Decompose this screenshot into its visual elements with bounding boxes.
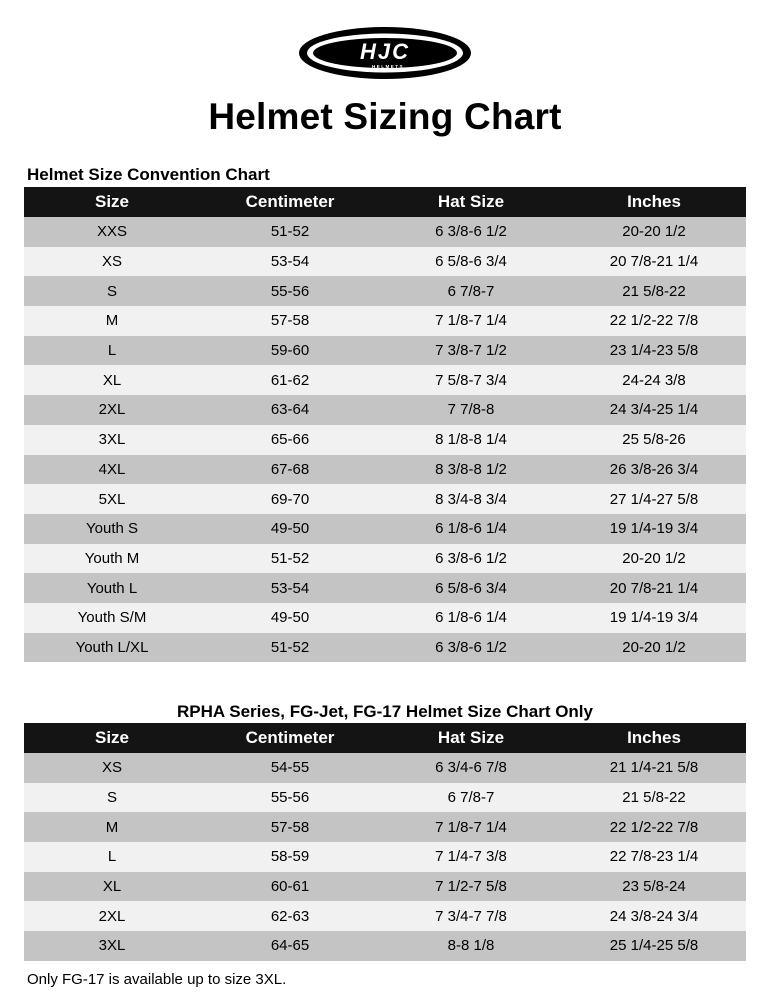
cell-hat-size: 8 3/8-8 1/2 <box>380 455 562 485</box>
cell-centimeter: 55-56 <box>200 783 380 813</box>
cell-centimeter: 65-66 <box>200 425 380 455</box>
cell-size: 3XL <box>24 931 200 961</box>
cell-centimeter: 51-52 <box>200 633 380 663</box>
cell-centimeter: 62-63 <box>200 901 380 931</box>
cell-centimeter: 61-62 <box>200 365 380 395</box>
column-header-inches: Inches <box>562 723 746 753</box>
cell-hat-size: 6 7/8-7 <box>380 783 562 813</box>
table-row <box>24 395 746 425</box>
cell-inches: 25 1/4-25 5/8 <box>562 931 746 961</box>
cell-size: XS <box>24 753 200 783</box>
cell-size: 2XL <box>24 901 200 931</box>
cell-hat-size: 7 3/4-7 7/8 <box>380 901 562 931</box>
table-row <box>24 484 746 514</box>
cell-centimeter: 60-61 <box>200 872 380 902</box>
cell-centimeter: 69-70 <box>200 484 380 514</box>
column-header-centimeter: Centimeter <box>200 723 380 753</box>
table-row <box>24 306 746 336</box>
cell-inches: 20-20 1/2 <box>562 544 746 574</box>
cell-size: M <box>24 812 200 842</box>
table-row <box>24 573 746 603</box>
column-header-size: Size <box>24 187 200 217</box>
brand-logo <box>0 24 770 82</box>
cell-size: 5XL <box>24 484 200 514</box>
cell-hat-size: 6 1/8-6 1/4 <box>380 603 562 633</box>
cell-centimeter: 59-60 <box>200 336 380 366</box>
table-row <box>24 425 746 455</box>
cell-centimeter: 64-65 <box>200 931 380 961</box>
cell-hat-size: 6 3/8-6 1/2 <box>380 544 562 574</box>
hjc-logo-icon <box>295 24 475 82</box>
cell-hat-size: 8 1/8-8 1/4 <box>380 425 562 455</box>
cell-centimeter: 53-54 <box>200 247 380 277</box>
cell-centimeter: 67-68 <box>200 455 380 485</box>
cell-inches: 20 7/8-21 1/4 <box>562 247 746 277</box>
cell-size: Youth M <box>24 544 200 574</box>
table-row <box>24 633 746 663</box>
cell-size: XXS <box>24 217 200 247</box>
cell-hat-size: 6 1/8-6 1/4 <box>380 514 562 544</box>
cell-inches: 20-20 1/2 <box>562 633 746 663</box>
table-row <box>24 455 746 485</box>
cell-inches: 23 1/4-23 5/8 <box>562 336 746 366</box>
table-header-row <box>24 723 746 753</box>
table-row <box>24 247 746 277</box>
column-header-hat-size: Hat Size <box>380 723 562 753</box>
cell-inches: 20-20 1/2 <box>562 217 746 247</box>
cell-size: XL <box>24 365 200 395</box>
cell-size: 3XL <box>24 425 200 455</box>
cell-size: Youth L <box>24 573 200 603</box>
logo-subtext: HELMETS <box>371 64 405 69</box>
column-header-hat-size: Hat Size <box>380 187 562 217</box>
cell-centimeter: 57-58 <box>200 812 380 842</box>
cell-size: Youth S <box>24 514 200 544</box>
cell-hat-size: 8 3/4-8 3/4 <box>380 484 562 514</box>
table-row <box>24 812 746 842</box>
cell-inches: 26 3/8-26 3/4 <box>562 455 746 485</box>
cell-size: L <box>24 336 200 366</box>
cell-centimeter: 58-59 <box>200 842 380 872</box>
cell-hat-size: 7 5/8-7 3/4 <box>380 365 562 395</box>
cell-centimeter: 49-50 <box>200 603 380 633</box>
cell-inches: 22 1/2-22 7/8 <box>562 306 746 336</box>
table-row <box>24 842 746 872</box>
table-row <box>24 336 746 366</box>
table-row <box>24 872 746 902</box>
table-row <box>24 544 746 574</box>
cell-inches: 21 5/8-22 <box>562 276 746 306</box>
cell-size: 2XL <box>24 395 200 425</box>
table-row <box>24 901 746 931</box>
logo-text: HJC <box>359 39 411 64</box>
column-header-inches: Inches <box>562 187 746 217</box>
size-convention-table <box>24 187 746 662</box>
cell-size: 4XL <box>24 455 200 485</box>
cell-inches: 19 1/4-19 3/4 <box>562 514 746 544</box>
cell-inches: 20 7/8-21 1/4 <box>562 573 746 603</box>
cell-hat-size: 7 3/8-7 1/2 <box>380 336 562 366</box>
table-row <box>24 365 746 395</box>
cell-centimeter: 63-64 <box>200 395 380 425</box>
table-header-row <box>24 187 746 217</box>
table-row <box>24 603 746 633</box>
table-row <box>24 753 746 783</box>
cell-hat-size: 6 5/8-6 3/4 <box>380 573 562 603</box>
column-header-centimeter: Centimeter <box>200 187 380 217</box>
rpha-size-table <box>24 723 746 961</box>
cell-inches: 27 1/4-27 5/8 <box>562 484 746 514</box>
cell-size: Youth S/M <box>24 603 200 633</box>
table-2-body <box>24 753 746 961</box>
cell-centimeter: 55-56 <box>200 276 380 306</box>
cell-hat-size: 6 7/8-7 <box>380 276 562 306</box>
cell-hat-size: 7 1/8-7 1/4 <box>380 306 562 336</box>
cell-hat-size: 6 5/8-6 3/4 <box>380 247 562 277</box>
cell-size: L <box>24 842 200 872</box>
cell-inches: 22 1/2-22 7/8 <box>562 812 746 842</box>
cell-inches: 22 7/8-23 1/4 <box>562 842 746 872</box>
cell-inches: 23 5/8-24 <box>562 872 746 902</box>
cell-inches: 21 5/8-22 <box>562 783 746 813</box>
table-row <box>24 931 746 961</box>
footnote: Only FG-17 is available up to size 3XL. <box>27 971 287 988</box>
cell-hat-size: 7 1/8-7 1/4 <box>380 812 562 842</box>
cell-size: S <box>24 783 200 813</box>
cell-hat-size: 7 1/4-7 3/8 <box>380 842 562 872</box>
cell-centimeter: 54-55 <box>200 753 380 783</box>
table-row <box>24 783 746 813</box>
cell-size: S <box>24 276 200 306</box>
table-1-body <box>24 217 746 662</box>
cell-hat-size: 6 3/8-6 1/2 <box>380 217 562 247</box>
table-2-title: RPHA Series, FG-Jet, FG-17 Helmet Size Chart Only <box>177 702 593 721</box>
cell-centimeter: 51-52 <box>200 544 380 574</box>
cell-inches: 25 5/8-26 <box>562 425 746 455</box>
cell-hat-size: 6 3/8-6 1/2 <box>380 633 562 663</box>
page-title: Helmet Sizing Chart <box>208 96 562 137</box>
cell-inches: 19 1/4-19 3/4 <box>562 603 746 633</box>
cell-size: M <box>24 306 200 336</box>
cell-inches: 21 1/4-21 5/8 <box>562 753 746 783</box>
cell-size: XL <box>24 872 200 902</box>
table-row <box>24 276 746 306</box>
cell-hat-size: 6 3/4-6 7/8 <box>380 753 562 783</box>
cell-centimeter: 51-52 <box>200 217 380 247</box>
cell-size: Youth L/XL <box>24 633 200 663</box>
cell-inches: 24-24 3/8 <box>562 365 746 395</box>
cell-size: XS <box>24 247 200 277</box>
cell-inches: 24 3/4-25 1/4 <box>562 395 746 425</box>
cell-inches: 24 3/8-24 3/4 <box>562 901 746 931</box>
cell-centimeter: 53-54 <box>200 573 380 603</box>
cell-hat-size: 7 1/2-7 5/8 <box>380 872 562 902</box>
table-1-title: Helmet Size Convention Chart <box>27 165 270 184</box>
table-row <box>24 514 746 544</box>
cell-hat-size: 7 7/8-8 <box>380 395 562 425</box>
table-row <box>24 217 746 247</box>
cell-centimeter: 57-58 <box>200 306 380 336</box>
column-header-size: Size <box>24 723 200 753</box>
cell-centimeter: 49-50 <box>200 514 380 544</box>
cell-hat-size: 8-8 1/8 <box>380 931 562 961</box>
